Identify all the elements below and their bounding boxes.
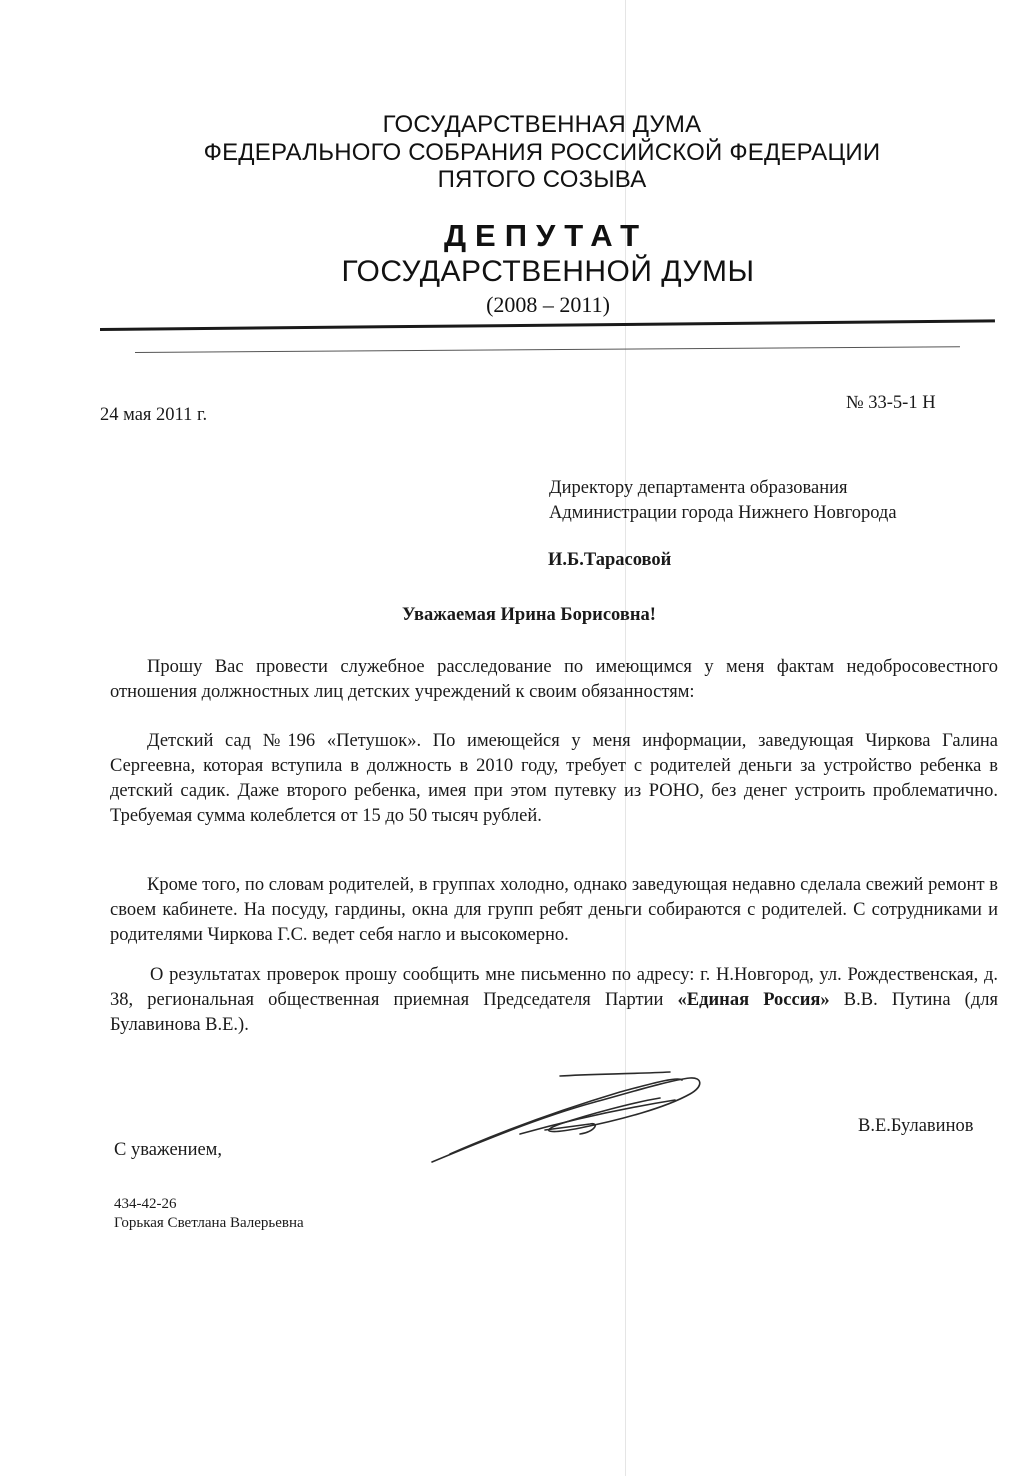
signer-name: В.Е.Булавинов [858,1116,974,1136]
letterhead-divider-thick [100,319,995,331]
handwritten-signature [420,1062,720,1172]
recipient-address [549,476,897,526]
letter-date: 24 мая 2011 г. [100,405,208,425]
closing-regards: С уважением, [114,1140,223,1160]
letterhead-line-1: ГОСУДАРСТВЕННАЯ ДУМА [382,111,702,138]
recipient-line-2: Администрации города Нижнего Новгорода [549,503,897,523]
salutation: Уважаемая Ирина Борисовна! [402,605,656,625]
letterhead-duma-title: ГОСУДАРСТВЕННОЙ ДУМЫ [341,255,755,288]
letter-number: № 33-5-1 Н [846,393,936,413]
body-paragraph-3: Кроме того, по словам родителей, в группах холодно, однако заведующая недавно сделала свежий ремонт в своем кабинете. На посуду, гардины, окна для групп ребят деньги собираются с родителей. С сотрудниками и родителями Чиркова Г.С. ведет себя нагло и высокомерно. [110,875,998,945]
body-paragraph-2: Детский сад №196 «Петушок». По имеющейся у меня информации, заведующая Чиркова Галина Сергеевна, которая вступила в должность в 2010 году, требует с родителей деньги за устройство ребенка в детский садик. Даже второго ребенка, имея при этом путевку из РОНО, без денег устроить проблематично. Требуемая сумма колеблется от 15 до 50 тысяч рублей. [110,731,998,826]
letterhead-line-3: ПЯТОГО СОЗЫВА [437,166,647,193]
body-paragraph-1: Прошу Вас провести служебное расследование по имеющимся у меня фактам недобросовестного отношения должностных лиц детских учреждений к своим обязанностям: [110,657,998,702]
letterhead-years: (2008 – 2011) [486,292,610,317]
body-p4-end: В.В. Путина (для Булавинова В.Е.). [110,990,998,1035]
letterhead-line-2: ФЕДЕРАЛЬНОГО СОБРАНИЯ РОССИЙСКОЙ ФЕДЕРАЦИИ [203,139,881,166]
recipient-name: И.Б.Тарасовой [548,550,672,570]
letterhead-deputy-title: ДЕПУТАТ [443,218,649,253]
party-name: «Единая Россия» [677,990,830,1010]
letterhead-divider-thin [135,346,960,353]
body-p4-start: О результатах проверок прошу сообщить мне письменно по адресу: г. Н.Новгород, ул. Рождественская, д. 38, региональная общественная приемная Председателя Партии [110,965,998,1010]
recipient-line-1: Директору департамента образования [549,478,848,498]
executor-phone: 434-42-26 [114,1196,177,1212]
body-paragraph-4 [110,963,998,1038]
executor-name: Горькая Светлана Валерьевна [114,1215,304,1231]
